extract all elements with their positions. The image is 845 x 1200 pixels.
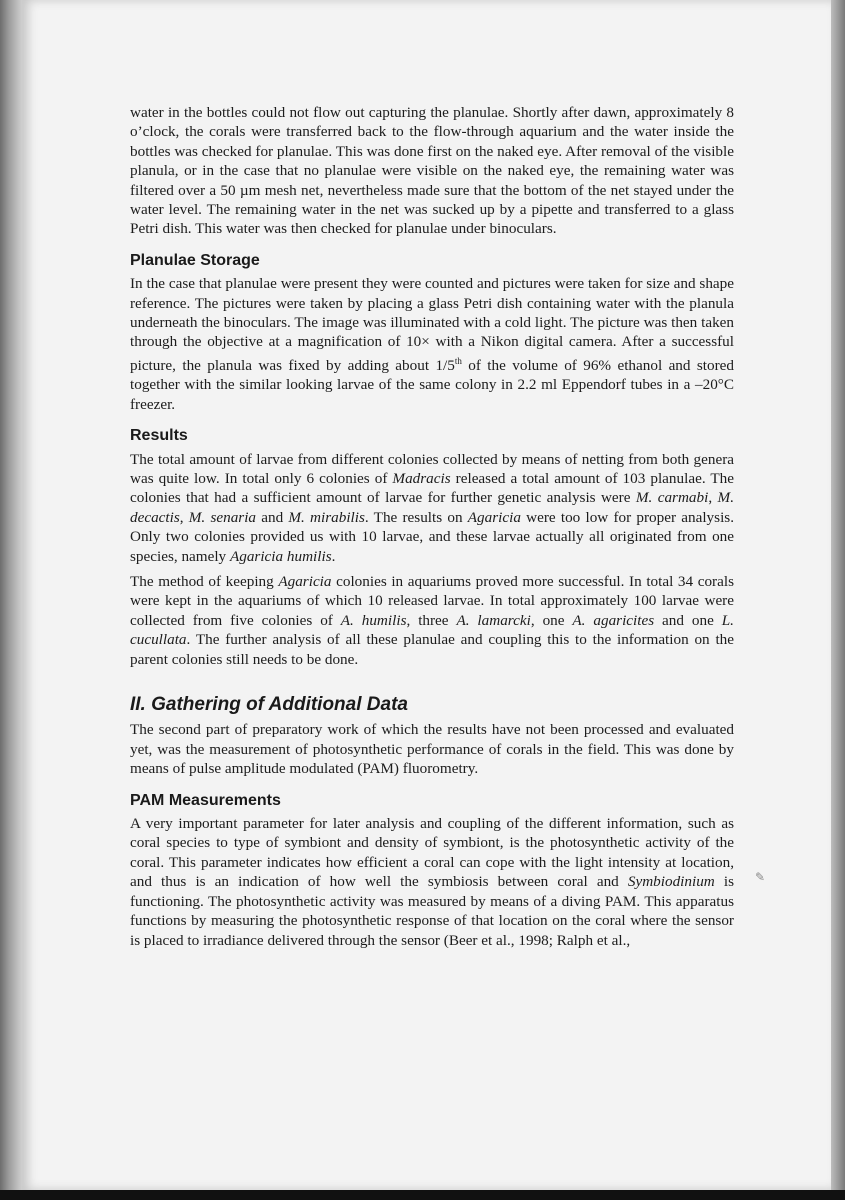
text-run: , one bbox=[530, 611, 573, 629]
superscript: th bbox=[454, 355, 462, 366]
italic-term: M. mirabilis bbox=[288, 508, 365, 526]
page-content bbox=[130, 103, 734, 956]
text-run: were too low for proper analysis. Only two colonies provided us with 10 larvae, and these larvae actually all originated from one species, namely bbox=[130, 508, 734, 565]
text-run: , bbox=[179, 508, 189, 526]
italic-term: L. cucullata bbox=[130, 611, 734, 649]
scan-shadow-left bbox=[0, 0, 22, 1200]
text-run: . The further analysis of all these planulae and coupling this to the information on the parent colonies still needs to be done. bbox=[130, 631, 734, 668]
text-run: released a total amount of 103 planulae. The colonies that had a sufficient amount of larvae for further genetic analysis were bbox=[130, 469, 734, 507]
scan-edge-right bbox=[831, 0, 845, 1200]
text-run: In the case that planulae were present they were counted and pictures were taken for size and shape reference. The pictures were taken by placing a glass Petri dish containing water with the planula underneath the binoculars. The image was illuminated with a cold light. The picture was then taken through the objective at a magnification of 10× with a Nikon digital camera. After a successful picture, the planula was fixed by adding about 1/5 bbox=[130, 275, 734, 374]
subsection-heading: Results bbox=[130, 427, 188, 445]
italic-term: A. lamarcki bbox=[456, 611, 531, 629]
italic-term: M. carmabi bbox=[635, 489, 709, 507]
text-run: A very important parameter for later analysis and coupling of the different information, such as coral species to type of symbiont and density of symbiont, is the photosynthetic activity of the coral. This parameter indicates how efficient a coral can cope with the light intensity at location, and thus is an indication of how well the symbiosis between coral and bbox=[130, 815, 734, 891]
subsection-heading: PAM Measurements bbox=[130, 791, 281, 809]
subsection-heading: Planulae Storage bbox=[130, 251, 260, 269]
italic-term: Agaricia bbox=[278, 573, 332, 590]
scan-edge-bottom bbox=[0, 1190, 845, 1200]
text-run: of the volume of 96% ethanol and stored together with the similar looking larvae of the same colony in 2.2 ml Eppendorf tubes in a –20°C freezer. bbox=[130, 356, 735, 413]
paragraph: water in the bottles could not flow out capturing the planulae. Shortly after dawn, approximately 8 o’clock, the corals were transferred back to the flow-through aquarium and the water inside the bottles was checked for planulae. This was done first on the naked eye. After removal of the visible planula, or in the case that no planulae were visible on the naked eye, the remaining water was filtered over a 50 µm mesh net, nevertheless made sure that the bottom of the net stayed under the water level. The remaining water in the net was sucked up by a pipette and transferred to a glass Petri dish. This water was then checked for planulae under binoculars. bbox=[130, 104, 734, 238]
italic-term: M. senaria bbox=[188, 508, 257, 526]
text-run: The total amount of larvae from different colonies collected by means of netting from both genera was quite low. In total only 6 colonies of bbox=[130, 450, 734, 487]
paragraph bbox=[130, 814, 734, 950]
paragraph: The second part of preparatory work of which the results have not been processed and evaluated yet, was the measurement of photosynthetic performance of corals in the field. This was done by means of pulse amplitude modulated (PAM) fluorometry. bbox=[130, 721, 734, 778]
text-run: . bbox=[331, 547, 336, 565]
paragraph bbox=[130, 274, 734, 414]
text-run: The method of keeping bbox=[130, 573, 279, 590]
italic-term: Symbiodinium bbox=[627, 873, 715, 891]
scan-speck: ✎ bbox=[755, 870, 766, 884]
text-run: , three bbox=[406, 611, 457, 629]
text-run: and bbox=[256, 508, 289, 526]
italic-term: Agaricia bbox=[467, 508, 521, 526]
text-run: and one bbox=[654, 611, 722, 629]
text-run: . The results on bbox=[364, 508, 468, 526]
document-page bbox=[22, 0, 831, 1190]
paragraph bbox=[130, 450, 734, 566]
text-run: is functioning. The photosynthetic activity was measured by means of a diving PAM. This apparatus functions by measuring the photosynthetic response of that location on the coral where the sensor is placed to irradiance delivered through the sensor (Beer et al., 1998; Ralph et al., bbox=[130, 873, 734, 949]
text-run: colonies in aquariums proved more successful. In total 34 corals were kept in the aquariums of which 10 released larvae. In total approximately 100 larvae were collected from five colonies of bbox=[130, 573, 734, 629]
italic-term: A. humilis bbox=[340, 611, 407, 629]
italic-term: Madracis bbox=[392, 469, 451, 487]
italic-term: Agaricia humilis bbox=[229, 547, 332, 565]
italic-term: M. decactis bbox=[130, 489, 734, 526]
text-run: , bbox=[708, 489, 718, 507]
italic-term: A. agaricites bbox=[572, 611, 655, 629]
paragraph bbox=[130, 572, 734, 669]
section-heading: II. Gathering of Additional Data bbox=[130, 694, 408, 716]
